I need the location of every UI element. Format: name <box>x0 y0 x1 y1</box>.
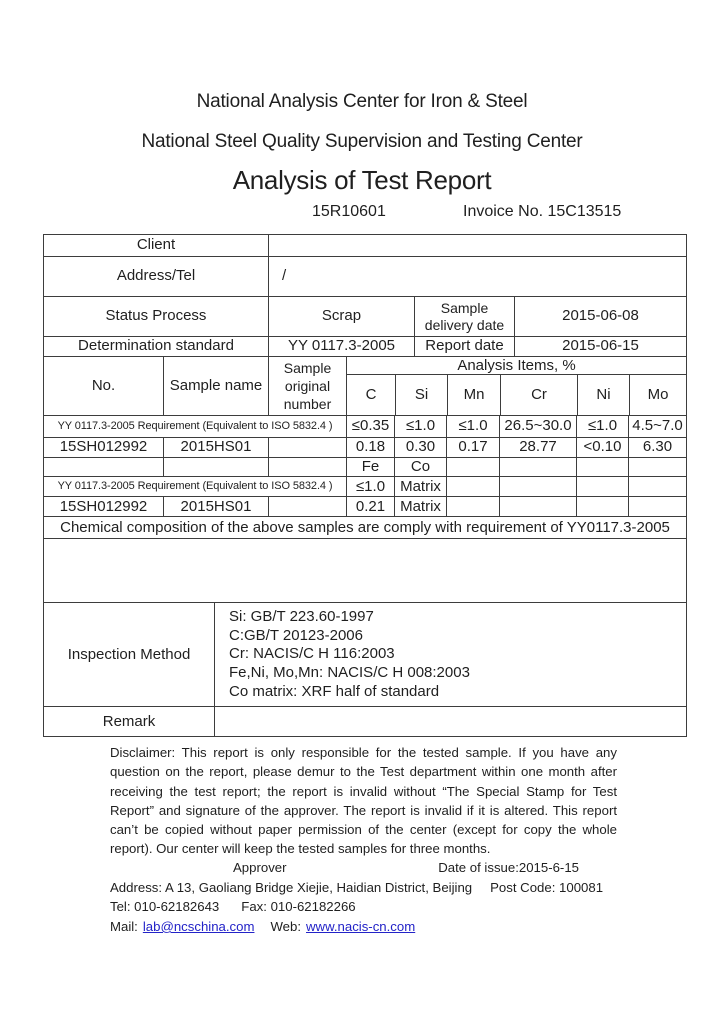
mail-web-line <box>110 917 617 937</box>
remark-row <box>44 706 686 736</box>
report-header <box>0 88 724 226</box>
method-line-c: C:GB/T 20123-2006 <box>229 626 363 644</box>
element-header-row <box>347 375 686 415</box>
analysis-items-header: Analysis Items, % <box>347 357 686 375</box>
address-line <box>110 878 617 898</box>
invoice-number: Invoice No. 15C13515 <box>463 203 622 220</box>
sample-original-2 <box>268 497 346 516</box>
tel-fax-line <box>110 897 617 917</box>
disclaimer-text: Disclaimer: This report is only responsible for the tested sample. If you have any question on the report, please demur to the Test department within one month after receiving the test report; the report is invalid without “The Special Stamp for Test Report” and signature of the approver. The report is invalid if it is altered. This report can’t be copied without paper permission of the center (except for copy the whole report). Our center will keep the tested samples for three months. <box>110 745 617 857</box>
status-row <box>44 296 686 336</box>
result-mo: 6.30 <box>628 438 686 457</box>
result-co: Matrix <box>394 497 446 516</box>
web-link[interactable]: www.nacis-cn.com <box>306 918 416 934</box>
empty-cell <box>499 477 576 496</box>
sample-original-column-header: Sample original number <box>268 357 346 415</box>
determination-label: Determination standard <box>78 337 234 355</box>
address-value-cell: / <box>268 257 686 296</box>
center-address: Address: A 13, Gaoliang Bridge Xiejie, Haidian District, Beijing <box>110 879 473 895</box>
empty-cell <box>446 477 499 496</box>
requirement-mo: 4.5~7.0 <box>628 416 686 437</box>
client-row <box>44 235 686 256</box>
element-header-mn: Mn <box>447 375 500 415</box>
determination-value-cell: YY 0117.3-2005 <box>268 337 414 356</box>
requirement-cr: 26.5~30.0 <box>499 416 576 437</box>
client-value-cell <box>268 235 686 256</box>
status-label: Status Process <box>105 307 207 325</box>
client-label: Client <box>136 236 176 254</box>
conclusion-text: Chemical composition of the above samples are comply with requirement of YY0117.3-2005 <box>60 518 670 536</box>
element-header-row-2 <box>44 457 686 476</box>
requirement-label-2: YY 0117.3-2005 Requirement (Equivalent to ISO 5832.4 ) <box>57 480 333 493</box>
empty-cell <box>628 458 686 476</box>
post-code: Post Code: 100081 <box>490 879 604 895</box>
inspection-method-row <box>44 602 686 706</box>
report-date-value: 2015-06-15 <box>514 337 686 356</box>
requirement-si: ≤1.0 <box>394 416 446 437</box>
analysis-items-block <box>346 357 686 415</box>
requirement-co: Matrix <box>394 477 446 496</box>
status-value-cell: Scrap <box>268 297 414 336</box>
sample-no-2: 15SH012992 <box>59 497 148 515</box>
method-line-fenimomn: Fe,Ni, Mo,Mn: NACIS/C H 008:2003 <box>229 664 470 682</box>
requirement-row-1 <box>44 415 686 437</box>
sample-name-2: 2015HS01 <box>163 497 268 516</box>
date-of-issue: Date of issue:2015-6-15 <box>438 860 579 876</box>
requirement-c: ≤0.35 <box>346 416 394 437</box>
result-si: 0.30 <box>394 438 446 457</box>
requirement-mn: ≤1.0 <box>446 416 499 437</box>
approver-line <box>110 858 617 878</box>
method-line-cr: Cr: NACIS/C H 116:2003 <box>229 645 395 663</box>
empty-cell <box>163 458 268 476</box>
element-header-fe: Fe <box>346 458 394 476</box>
element-header-c: C <box>365 385 377 403</box>
sample-name-column-header: Sample name <box>163 357 268 415</box>
result-mn: 0.17 <box>446 438 499 457</box>
mail-label: Mail: <box>110 918 138 934</box>
empty-cell <box>576 477 628 496</box>
empty-cell <box>446 497 499 516</box>
method-line-si: Si: GB/T 223.60-1997 <box>229 608 374 626</box>
tel-number: Tel: 010-62182643 <box>110 899 220 915</box>
requirement-label-1: YY 0117.3-2005 Requirement (Equivalent to ISO 5832.4 ) <box>57 419 333 432</box>
result-c: 0.18 <box>346 438 394 457</box>
empty-cell <box>499 497 576 516</box>
empty-cell <box>44 458 163 476</box>
element-header-ni: Ni <box>577 375 629 415</box>
mail-link[interactable]: lab@ncschina.com <box>142 918 255 934</box>
result-ni: <0.10 <box>576 438 628 457</box>
empty-cell <box>268 458 346 476</box>
sample-name-1: 2015HS01 <box>163 438 268 457</box>
report-numbers-line <box>0 200 724 226</box>
sample-no-1: 15SH012992 <box>59 438 148 456</box>
empty-cell <box>44 539 686 602</box>
determination-row <box>44 336 686 356</box>
no-column-header: No. <box>91 376 116 394</box>
delivery-date-label: Sample delivery date <box>414 297 514 336</box>
remark-label: Remark <box>102 712 156 730</box>
empty-cell <box>576 458 628 476</box>
inspection-method-value <box>214 603 686 706</box>
report-table <box>43 234 687 737</box>
requirement-ni: ≤1.0 <box>576 416 628 437</box>
remark-value-cell <box>214 707 686 736</box>
org-name-line2: National Steel Quality Supervision and Testing Center <box>141 131 583 152</box>
address-row <box>44 256 686 296</box>
element-header-cr: Cr <box>500 375 577 415</box>
footer-notes <box>110 743 617 936</box>
empty-cell <box>446 458 499 476</box>
approver-label: Approver <box>233 860 287 876</box>
empty-row <box>44 538 686 602</box>
empty-cell <box>628 497 686 516</box>
result-row-1 <box>44 437 686 457</box>
org-name-line1: National Analysis Center for Iron & Steel <box>196 91 528 112</box>
analysis-header-row <box>44 356 686 415</box>
address-label: Address/Tel <box>116 267 196 285</box>
inspection-method-label: Inspection Method <box>67 645 191 663</box>
result-cr: 28.77 <box>499 438 576 457</box>
page-title: Analysis of Test Report <box>232 165 492 195</box>
result-row-2 <box>44 496 686 516</box>
empty-cell <box>628 477 686 496</box>
conclusion-row <box>44 516 686 538</box>
sample-original-1 <box>268 438 346 457</box>
empty-cell <box>576 497 628 516</box>
report-date-label: Report date <box>414 337 514 356</box>
web-label: Web: <box>270 918 302 934</box>
requirement-row-2 <box>44 476 686 496</box>
empty-cell <box>499 458 576 476</box>
delivery-date-value: 2015-06-08 <box>514 297 686 336</box>
report-number: 15R10601 <box>312 203 386 220</box>
element-header-co: Co <box>394 458 446 476</box>
requirement-fe: ≤1.0 <box>346 477 394 496</box>
element-header-mo: Mo <box>629 375 686 415</box>
method-line-comatrix: Co matrix: XRF half of standard <box>229 682 440 700</box>
fax-number: Fax: 010-62182266 <box>241 899 356 915</box>
element-header-si: Si <box>395 375 447 415</box>
result-fe: 0.21 <box>346 497 394 516</box>
